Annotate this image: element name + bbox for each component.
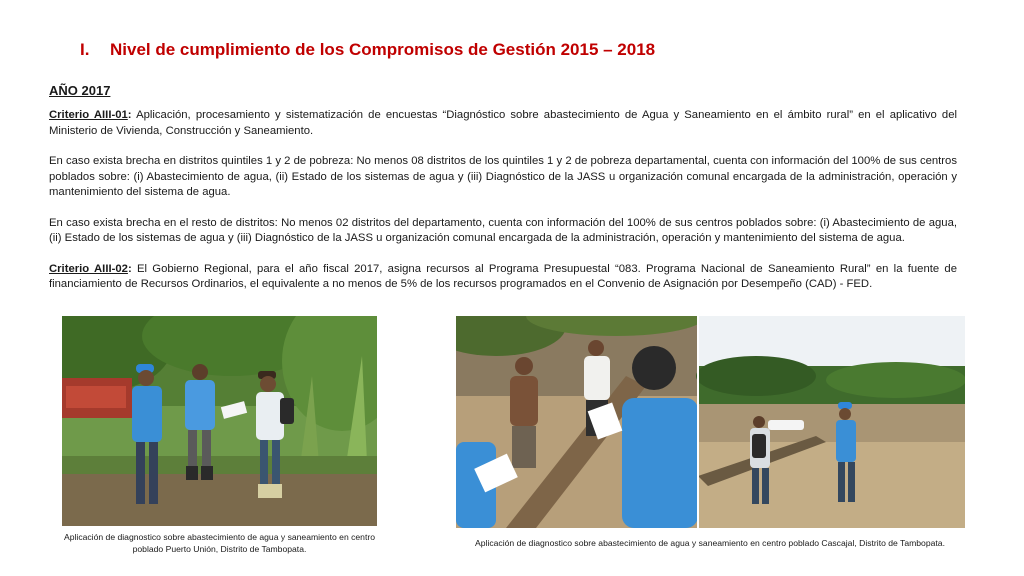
remaining-districts-paragraph: En caso exista brecha en el resto de distritos: No menos 02 distritos del departamento, cuenta con información del 100% de sus centros poblados sobre: (i) Abastecimiento de agua, (ii) Estado de los sistemas de agua y (iii) Diagnóstico de la JASS u organización comunal encargada de la administración, operación y mantenimiento del sistema de agua. [49,216,957,244]
caption-right: Aplicación de diagnostico sobre abastecimiento de agua y saneamiento en centro poblado Cascajal, Distrito de Tambopata. [475,538,945,548]
quintile-paragraph: En caso exista brecha en distritos quintiles 1 y 2 de pobreza: No menos 08 distritos de los quintiles 1 y 2 de pobreza departamental, cuenta con información del 100% de sus centros poblados sobre: (i) Abastecimiento de agua, (ii) Estado de los sistemas de agua y (iii) Diagnóstico de la JASS u organización comunal encargada de la administración, operación y mantenimiento del sistema de agua. [49,155,957,198]
criterion-aiii-01-colon: : [127,109,132,121]
section-number: I. [80,40,90,59]
year-heading: AÑO 2017 [49,83,111,98]
criteria-text-block [49,108,957,308]
criterion-aiii-01 [49,108,957,139]
criterion-aiii-02-colon: : [127,262,132,275]
criterion-aiii-02 [49,262,957,293]
criterion-aiii-01-text: Aplicación, procesamiento y sistematización de encuestas “Diagnóstico sobre abastecimiento de Agua y Saneamiento en el ámbito rural” en el aplicativo del Ministerio de Vivienda, Construcción y Saneamiento. [49,109,957,137]
caption-left: Aplicación de diagnostico sobre abastecimiento de agua y saneamiento en centro poblado Puerto Unión, Distrito de Tambopata. [63,532,375,554]
section-title [80,40,655,60]
photo-cascajal [456,316,965,528]
criterion-aiii-01-label: Criterio AIII-01 [49,109,128,121]
criterion-aiii-02-label: Criterio AIII-02 [49,262,128,275]
section-title-text: Nivel de cumplimiento de los Compromisos de Gestión 2015 – 2018 [110,40,656,59]
photo-puerto-union-image [62,316,377,526]
criterion-aiii-02-text: El Gobierno Regional, para el año fiscal 2017, asigna recursos al Programa Presupuestal “083. Programa Nacional de Saneamiento Rural” en la fuente de financiamiento de Recursos Ordinarios, el equivalente a no menos de 5% de los recursos programados en el Convenio de Asignación por Desempeño (CAD) - FED. [49,262,958,290]
photo-cascajal-image [456,316,965,528]
photo-puerto-union [62,316,377,526]
